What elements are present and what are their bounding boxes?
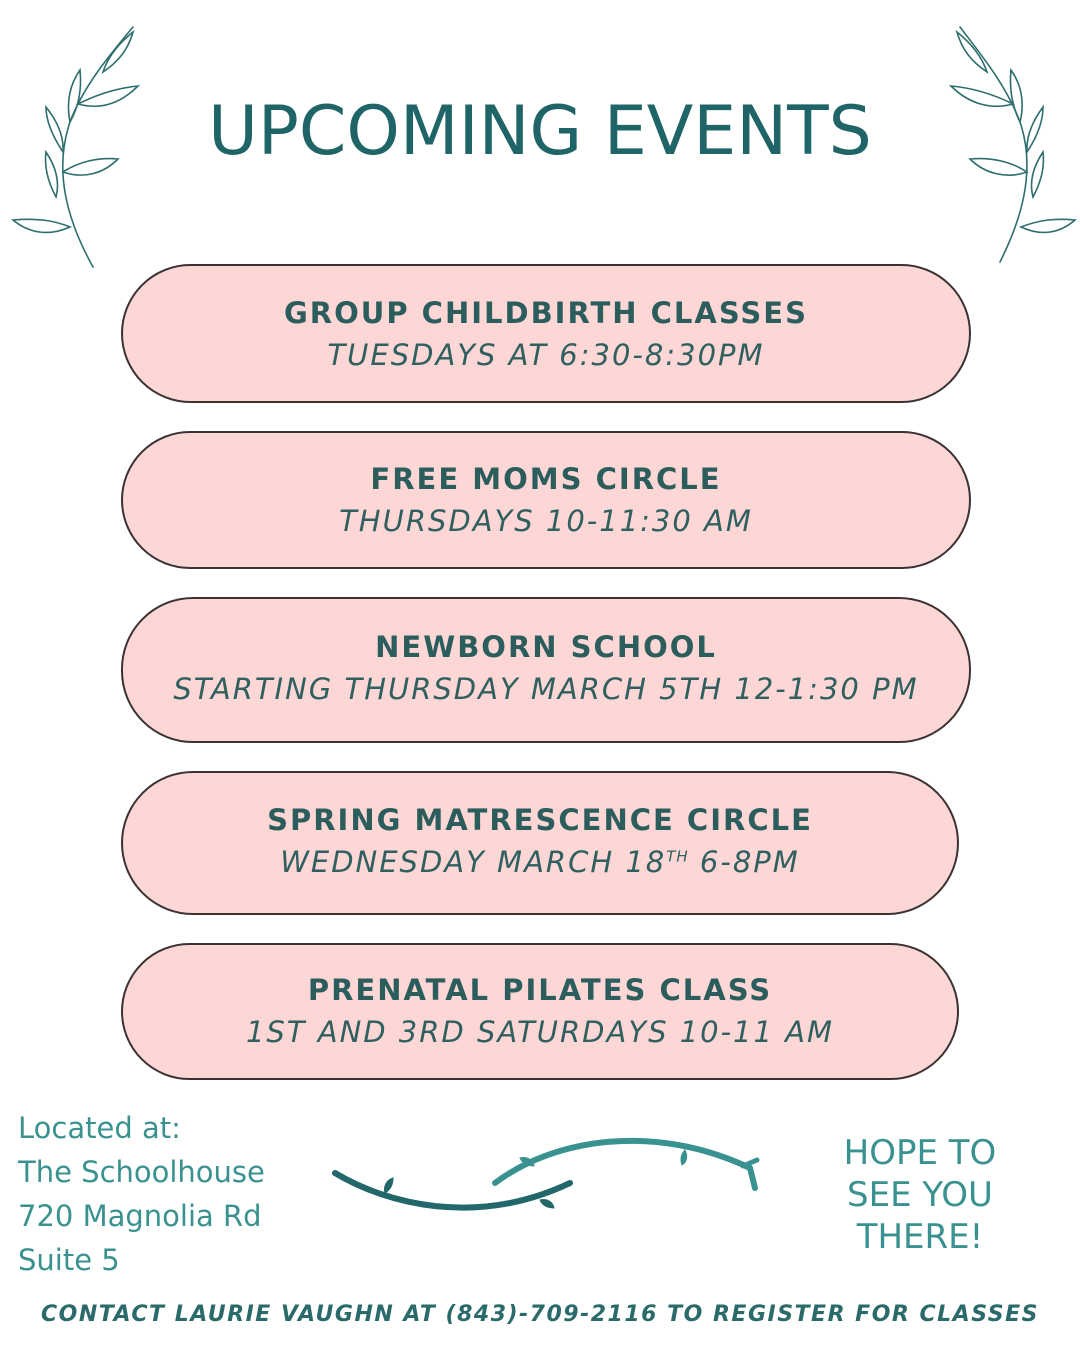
ordinal-suffix: TH	[666, 847, 689, 866]
location-line: Suite 5	[18, 1243, 120, 1277]
event-name: NEWBORN SCHOOL	[375, 630, 717, 664]
event-name: FREE MOMS CIRCLE	[370, 462, 722, 496]
event-time-date: WEDNESDAY MARCH 18	[280, 845, 667, 879]
vine-icon	[325, 1128, 765, 1228]
location-line: 720 Magnolia Rd	[18, 1199, 262, 1233]
event-card-group-childbirth	[121, 264, 971, 403]
closing-line: HOPE TO	[843, 1133, 997, 1173]
event-time: TUESDAYS AT 6:30-8:30PM	[327, 338, 765, 372]
page-title: UPCOMING EVENTS	[208, 92, 872, 171]
event-time: 1ST AND 3RD SATURDAYS 10-11 AM	[245, 1015, 835, 1049]
event-card-prenatal-pilates	[121, 943, 959, 1080]
event-name: SPRING MATRESCENCE CIRCLE	[267, 803, 813, 837]
event-time-hours: 6-8PM	[688, 845, 800, 879]
event-time: THURSDAYS 10-11:30 AM	[339, 504, 753, 538]
event-time: STARTING THURSDAY MARCH 5TH 12-1:30 PM	[173, 672, 919, 706]
event-card-newborn-school	[121, 597, 971, 743]
closing-message	[820, 1132, 1020, 1258]
location-heading: Located at:	[18, 1111, 181, 1145]
event-card-moms-circle	[121, 431, 971, 569]
event-time	[123, 845, 957, 879]
contact-info: CONTACT LAURIE VAUGHN AT (843)-709-2116 TO REGISTER FOR CLASSES	[41, 1302, 1039, 1327]
event-name: GROUP CHILDBIRTH CLASSES	[283, 296, 809, 330]
location-block	[18, 1106, 265, 1282]
closing-line: THERE!	[856, 1217, 984, 1257]
closing-line: SEE YOU	[847, 1175, 993, 1215]
event-card-matrescence-circle	[121, 771, 959, 915]
event-name: PRENATAL PILATES CLASS	[307, 973, 773, 1007]
location-line: The Schoolhouse	[18, 1155, 265, 1189]
